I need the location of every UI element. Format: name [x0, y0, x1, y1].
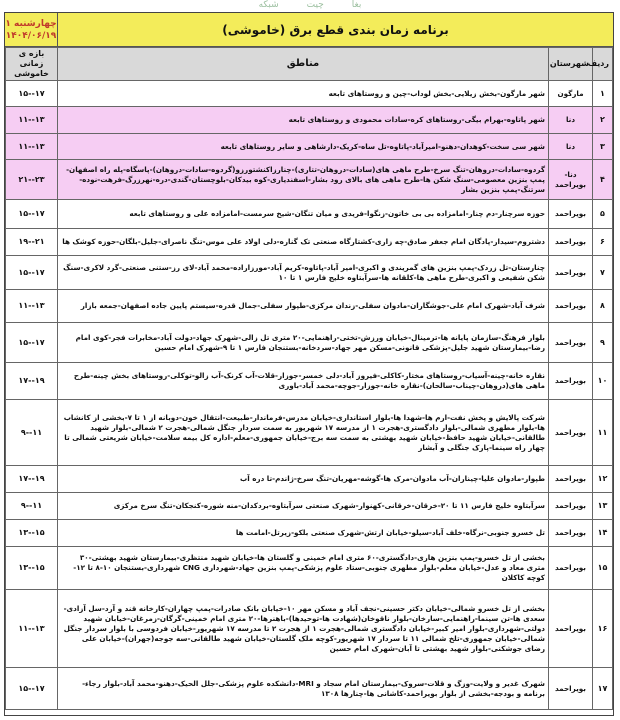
row-time-range: ۱۷--۱۵: [6, 323, 58, 363]
row-time-range: ۱۷--۱۵: [6, 200, 58, 229]
row-time-range: ۱۷--۱۵: [6, 81, 58, 107]
table-row: [6, 400, 613, 466]
row-index: ۱۴: [593, 520, 613, 547]
table-row: [6, 200, 613, 229]
table-row: [6, 290, 613, 323]
row-areas: شهر سی سخت-کوهدان-دهنو-امیرآباد-پاتاوه-تل ساه-کریک-دارشاهی و سایر روستاهای تابعه: [58, 134, 549, 160]
header-city: شهرستان: [549, 48, 593, 81]
row-city: بویراحمد: [549, 400, 593, 466]
row-index: ۱۷: [593, 668, 613, 710]
row-index: ۲: [593, 107, 613, 134]
table-row: [6, 323, 613, 363]
row-areas: شهرک غدیر و ولایت-وزگ و قلات-سروک-بیمارستان امام سجاد و MRI-دانشکده علوم پزشکی-جلل الحیک-دهنو-محمد آباد-بلوار رجاء-برنامه و بودجه-بخشی از بلوار بویراحمد-کاشانی ها-چنارها ۱۳۰۸: [58, 668, 549, 710]
row-city: بویراحمد: [549, 290, 593, 323]
row-city: بویراحمد: [549, 466, 593, 493]
row-index: ۱۵: [593, 547, 613, 590]
row-city: بویراحمد: [549, 668, 593, 710]
table-row: [6, 466, 613, 493]
row-areas: شرکت پالایش و پخش نفت-ارم ها-شهدا ها-بلوار استانداری-خیابان مدرس-فرماندار-طبیعت-انتقال خون-دوبانه از ۱ تا ۷-بخشی از کانشاب ها-بلوار مطهری شمالی-بلوار دادگستری-هجرت ۱ از مدرسه ۱۷ شهریور به سمت سردار جنگل شمالی-هجرت ۲ شمالی-بلوار شهید طالقانی-خیابان شهید حافظ-خیابان شهید بهشتی به سمت سه برج-خیابان جمهوری-معلم-اداره کل بیمه سلامت-خیابان شریعتی شمالی تا چهار راه سینما-پارک جنگلی و آبشار: [58, 400, 549, 466]
table-row: [6, 520, 613, 547]
row-time-range: ۱۳--۱۱: [6, 290, 58, 323]
table-row: [6, 229, 613, 256]
row-index: ۱۱: [593, 400, 613, 466]
watermark-text: شبکه: [258, 0, 279, 10]
row-index: ۴: [593, 160, 613, 200]
table-row: [6, 81, 613, 107]
row-time-range: ۱۵--۱۳: [6, 547, 58, 590]
table-row: [6, 668, 613, 710]
row-time-range: ۱۷--۱۵: [6, 256, 58, 290]
row-index: ۶: [593, 229, 613, 256]
schedule-table: [5, 47, 613, 710]
header-time: بازه ی زمانی خاموشی: [6, 48, 58, 81]
table-row: [6, 493, 613, 520]
date-label: ۱۴۰۴/۰۶/۱۹: [5, 30, 57, 41]
date-box: [5, 13, 57, 46]
watermark-text: چیت: [306, 0, 324, 10]
row-areas: نقاره خانه-چینه-آسیاب-روستاهای مختار-کاکلی-فیروز آباد-دلی خمسر-جوزار-قلات-آب کرنک-آب زالو-توکلی-روستاهای بخش چینه-طرح ماهی های(دروهان-چیناب-سالحان)-نقاره خانه-جوزار-جوچه-محمد آباد-باوری: [58, 363, 549, 400]
row-city: بویراحمد: [549, 590, 593, 668]
row-index: ۱۰: [593, 363, 613, 400]
row-areas: بخشی از تل خسرو شمالی-خیابان دکتر حسینی-نجف آباد و مسکن مهر ۱۰-خیابان بانک صادرات-پمپ چهاران-کارخانه قند و آرد-سل آزادی-سعدی ها-تن سینما-راهنمایی-سارخان-بلوار ناقوخان(شهادت ها-توحیدها)-باهنرها-۲۰ متری امام خمینی-گرگان-زمرغان-خیابان شهید دولتی-شهرداری-بلوار امیر کبیر-خیابان دادگستری شمالی-هجرت ۱ از هجرت ۲ تا مدرسه ۱۷ شهریور-خیابان فردوسی با بلوار سردار جنگل شمالی-خیابان جمهوری-تلخ شمالی ۱۱ تا سردار ۱۷ شهریور-کوچه ملک گلستان-خیابان شهید طالقانی-سه جوجه(جهران)-خیابان علی رضای جوشکنی-بلوار شهید بهشتی تا آبان-شهرک امام حسین: [58, 590, 549, 668]
row-index: ۱: [593, 81, 613, 107]
row-index: ۳: [593, 134, 613, 160]
row-index: ۱۲: [593, 466, 613, 493]
row-city: بویراحمد: [549, 200, 593, 229]
row-city: دنا: [549, 107, 593, 134]
row-city: بویراحمد: [549, 547, 593, 590]
row-time-range: ۱۹--۱۷: [6, 466, 58, 493]
table-row: [6, 547, 613, 590]
table-row: [6, 160, 613, 200]
schedule-title: برنامه زمان بندی قطع برق (خاموشی): [57, 13, 613, 46]
row-time-range: ۱۱--۹: [6, 493, 58, 520]
row-city: مارگون: [549, 81, 593, 107]
row-city: بویراحمد: [549, 323, 593, 363]
row-areas: چنارستان-تل زردک-پمپ بنزین های گمریندی و اکبری-امیر آباد-پاتاوه-کریم آباد-مورزاراده-محمد آباد-لای رز-ستنی صنعتی-گرد لاکری-سنگ شکن شفیعی و اکبری-طرح ماهی ها-کلقانه ها-سرآبتاوه خلیج فارس ۱ تا ۱۰: [58, 256, 549, 290]
row-time-range: ۱۱--۹: [6, 400, 58, 466]
row-time-range: ۲۳--۲۱: [6, 160, 58, 200]
row-city: بویراحمد: [549, 493, 593, 520]
title-row: [5, 13, 613, 47]
row-areas: گردوه-سادات-دروهان-تنگ سرخ-طرح ماهی های(سادات-دروهان-تتاری)-چنارزاکنشتورزو(گردوه-سادات-دروهان)-پاسگاه-پله راه اصفهان-پمپ بنزین معصومی-سنگ شکن ها-طرح ماهی های بالای رود بشار-اسفندیاری-کوه بیدکان-بلوچستان-گندی-دره-نهرزرگ-فرهت-نوده-سرتنگ-پمپ بنزین بشار: [58, 160, 549, 200]
row-areas: شرف آباد-شهرک امام علی-جوشگاران-مادوان سفلی-زندان مرکزی-طپوار سفلی-جمال قدره-سیستم پایین جاده اصفهان-جمعه بازار: [58, 290, 549, 323]
row-index: ۹: [593, 323, 613, 363]
row-areas: تل خسرو جنوبی-نرگاه-خلف آباد-سیلو-خیابان ارتش-شهرک صنعتی بلکو-زیرتل-امامت ها: [58, 520, 549, 547]
table-row: [6, 134, 613, 160]
row-index: ۵: [593, 200, 613, 229]
row-city: دنا-بویراحمد: [549, 160, 593, 200]
table-header-row: [6, 48, 613, 81]
row-areas: شهر مارگون-بخش زیلایی-بخش لوداب-چین و روستاهای تابعه: [58, 81, 549, 107]
row-areas: حوزه سرچنار-دم چنار-امامزاده بی بی خاتون-زنگوا-فریدی و میان تنگان-شیخ سرمست-امامزاده علی و روستاهای تابعه: [58, 200, 549, 229]
row-city: بویراحمد: [549, 256, 593, 290]
row-city: دنا: [549, 134, 593, 160]
watermark-text: بغا: [351, 0, 362, 10]
header-idx: ردیف: [593, 48, 613, 81]
row-areas: شهر پاتاوه-بهرام بیگی-روستاهای کره-سادات محمودی و روستاهای تابعه: [58, 107, 549, 134]
row-time-range: ۱۵--۱۳: [6, 520, 58, 547]
row-areas: دشتروم-سیدار-پادگان امام جعفر صادق-چه زاری-کشتارگاه صنعتی تک گناره-دلی اولاد علی موس-تنگ ناصرای-جلیل-بلگان-حوزه کوشک ها: [58, 229, 549, 256]
row-time-range: ۲۱--۱۹: [6, 229, 58, 256]
table-row: [6, 107, 613, 134]
row-index: ۷: [593, 256, 613, 290]
weekday-label: چهارشنبه ۱: [5, 18, 57, 29]
table-row: [6, 590, 613, 668]
row-areas: بخشی از تل خسرو-پمپ بنزین هاری-دادگستری-۶۰ متری امام خمینی و گلستان ها-خیابان شهید منتظری-بیمارستان شهید بهشتی-۳۰ متری معاد و عدل-خیابان معلم-بلوار مطهری جنوبی-ستاد علوم پزشکی-پمپ بنزین جهاد-شهرداری CNG شهرداری-بستنجان ۱۰-۸ تا ۱۲-کوچه کاکلان: [58, 547, 549, 590]
table-row: [6, 363, 613, 400]
row-time-range: ۱۳--۱۱: [6, 590, 58, 668]
row-areas: بلوار فرهنگ-سازمان پایانه ها-ترمینال-خیابان ورزش-تختی-راهنمایی-۲۰ متری تل زالی-شهرک جهاد-دولت آباد-مخابرات فجر-کوی امام رضا-بیمارستان شهید جلیل-پزشکی قانونی-مسکن مهر جهاد-سردخانه-بستنجان فارس ۱ تا ۹-شهرک امام حسین: [58, 323, 549, 363]
header-area: مناطق: [58, 48, 549, 81]
table-row: [6, 256, 613, 290]
row-time-range: ۱۳--۱۱: [6, 107, 58, 134]
row-city: بویراحمد: [549, 229, 593, 256]
row-city: بویراحمد: [549, 363, 593, 400]
row-city: بویراحمد: [549, 520, 593, 547]
row-index: ۱۶: [593, 590, 613, 668]
row-areas: سرآبتاوه خلیج فارس ۱۱ تا ۲۰-خرقان-خرقانی-کهنوار-شهرک صنعتی سرآبتاوه-بردکدان-منه شوره-کنجکان-تنگ سرخ مرکزی: [58, 493, 549, 520]
schedule-sheet: [4, 12, 614, 716]
row-time-range: ۱۷--۱۵: [6, 668, 58, 710]
row-areas: طپوار-مادوان علیا-چیناران-آب مادوان-مرک ها-گوشه-مهریان-تنگ سرخ-ژاندم-تا دره آب: [58, 466, 549, 493]
row-index: ۸: [593, 290, 613, 323]
row-index: ۱۳: [593, 493, 613, 520]
row-time-range: ۱۳--۱۱: [6, 134, 58, 160]
row-time-range: ۱۹--۱۷: [6, 363, 58, 400]
